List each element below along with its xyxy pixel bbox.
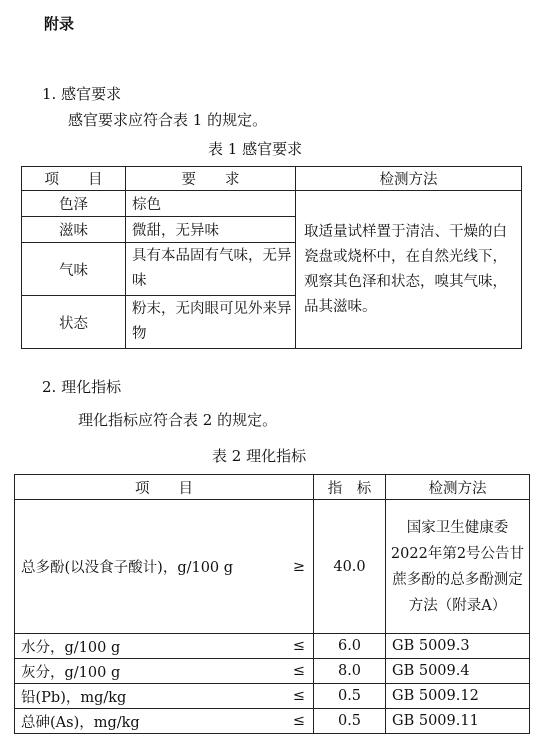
table2-cell-value: 6.0 <box>314 634 386 659</box>
table2-caption: 表 2 理化指标 <box>212 447 307 465</box>
table2-cell-value: 0.5 <box>314 709 386 734</box>
table1-header-item: 项 目 <box>22 167 126 191</box>
table1-header-method: 检测方法 <box>296 167 522 191</box>
less-equal-symbol: ≤ <box>292 638 305 654</box>
table1-cell-item: 气味 <box>22 243 126 296</box>
table1-cell-item: 状态 <box>22 296 126 349</box>
greater-equal-symbol: ≥ <box>292 558 305 575</box>
section1-text: 感官要求应符合表 1 的规定。 <box>68 111 268 129</box>
table1-cell-requirement: 具有本品固有气味，无异味 <box>126 243 296 296</box>
table2-cell-item <box>15 634 314 659</box>
table2-header-item: 项 目 <box>15 475 314 500</box>
table2-item-text: 水分，g/100 g <box>21 639 121 656</box>
table2-header-index: 指 标 <box>314 475 386 500</box>
table2-item-text: 铅(Pb)，mg/kg <box>21 689 127 706</box>
table1-cell-requirement: 粉末，无肉眼可见外来异物 <box>126 296 296 349</box>
table2-cell-item <box>15 500 314 634</box>
table2-cell-method: GB 5009.3 <box>386 634 530 659</box>
table2-item-text: 总砷(As)，mg/kg <box>21 714 140 731</box>
table2-cell-item <box>15 659 314 684</box>
table1-sensory <box>21 166 522 349</box>
table2-header-method: 检测方法 <box>386 475 530 500</box>
table1-cell-item: 滋味 <box>22 217 126 243</box>
table2-item-text: 灰分，g/100 g <box>21 664 121 681</box>
less-equal-symbol: ≤ <box>292 663 305 679</box>
table2-item-text: 总多酚(以没食子酸计)，g/100 g <box>21 560 234 576</box>
table2-cell-item <box>15 684 314 709</box>
table2-cell-item <box>15 709 314 734</box>
table2-cell-method: GB 5009.11 <box>386 709 530 734</box>
table1-header-requirement: 要 求 <box>126 167 296 191</box>
table2-cell-method: 国家卫生健康委2022年第2号公告甘蔗多酚的总多酚测定方法（附录A） <box>386 500 530 634</box>
table2-cell-value: 8.0 <box>314 659 386 684</box>
table2-cell-method: GB 5009.4 <box>386 659 530 684</box>
less-equal-symbol: ≤ <box>292 688 305 704</box>
table2-cell-value: 40.0 <box>314 500 386 634</box>
table1-caption: 表 1 感官要求 <box>208 140 303 158</box>
table2-cell-value: 0.5 <box>314 684 386 709</box>
table1-cell-requirement: 棕色 <box>126 191 296 217</box>
table2-physicochemical <box>14 474 530 734</box>
section1-heading: 1. 感官要求 <box>42 85 122 103</box>
section2-text: 理化指标应符合表 2 的规定。 <box>78 411 278 429</box>
appendix-title: 附录 <box>44 15 75 33</box>
table1-cell-item: 色泽 <box>22 191 126 217</box>
section2-heading: 2. 理化指标 <box>42 378 122 396</box>
table1-cell-requirement: 微甜，无异味 <box>126 217 296 243</box>
table2-cell-method: GB 5009.12 <box>386 684 530 709</box>
table1-cell-method: 取适量试样置于清洁、干燥的白瓷盘或烧杯中，在自然光线下，观察其色泽和状态，嗅其气味，品其滋味。 <box>296 191 522 349</box>
less-equal-symbol: ≤ <box>292 713 305 729</box>
